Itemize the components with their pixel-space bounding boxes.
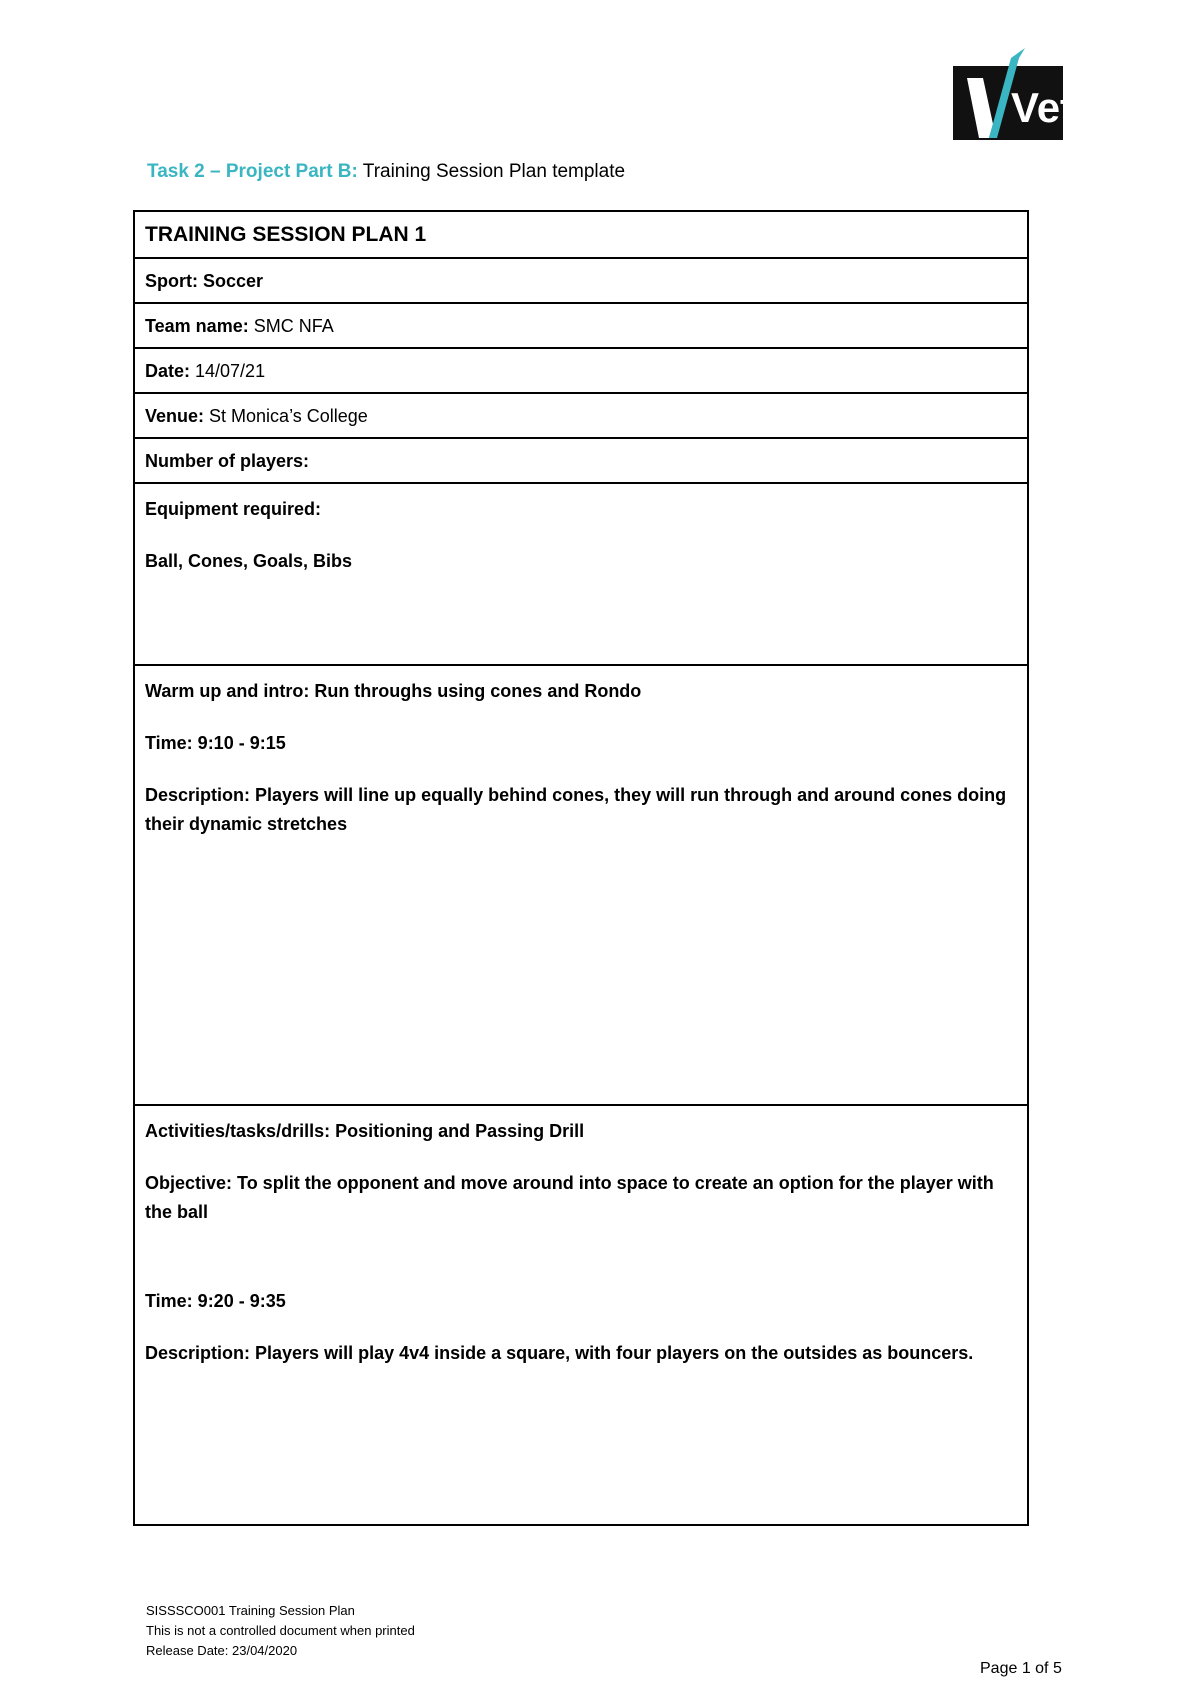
task-title: Training Session Plan template — [357, 161, 626, 182]
activities-description: Description: Players will play 4v4 inside a square, with four players on the outsides as bouncers. — [145, 1343, 974, 1363]
warmup-time: Time: 9:10 - 9:15 — [145, 733, 286, 753]
sport-label: Sport: — [145, 270, 198, 291]
venue-value: St Monica’s College — [209, 405, 368, 426]
plan-title: TRAINING SESSION PLAN 1 — [135, 212, 1027, 259]
activities-row — [135, 1106, 1027, 1524]
players-label: Number of players: — [145, 450, 310, 471]
players-row — [135, 439, 1027, 484]
date-value: 14/07/21 — [195, 360, 266, 381]
team-row — [135, 304, 1027, 349]
activities-objective: Objective: To split the opponent and move around into space to create an option for the player with the ball — [145, 1173, 994, 1222]
equipment-value: Ball, Cones, Goals, Bibs — [145, 551, 353, 571]
venue-label: Venue: — [145, 405, 205, 426]
date-label: Date: — [145, 360, 191, 381]
activities-time: Time: 9:20 - 9:35 — [145, 1291, 286, 1311]
footer-doc-code: SISSSCO001 Training Session Plan — [146, 1603, 355, 1618]
warmup-row — [135, 666, 1027, 1106]
team-value: SMC NFA — [253, 315, 334, 336]
warmup-description: Description: Players will line up equally behind cones, they will run through and around cones doing their dynamic stretches — [145, 785, 1007, 834]
sport-value: Soccer — [203, 270, 264, 291]
team-label: Team name: — [145, 315, 249, 336]
date-row — [135, 349, 1027, 394]
sport-row — [135, 259, 1027, 304]
ivet-logo — [953, 48, 1075, 142]
page-number: Page 1 of 5 — [980, 1660, 1062, 1677]
equipment-label: Equipment required: — [145, 499, 322, 519]
task-heading — [147, 160, 625, 184]
logo-text: Vet — [1011, 84, 1075, 131]
activities-intro: Activities/tasks/drills: Positioning and Passing Drill — [145, 1121, 585, 1141]
footer-release-date: Release Date: 23/04/2020 — [146, 1643, 298, 1658]
equipment-row — [135, 484, 1027, 666]
warmup-intro: Warm up and intro: Run throughs using cones and Rondo — [145, 681, 642, 701]
task-label: Task 2 – Project Part B: — [147, 161, 358, 182]
session-plan-table — [133, 210, 1029, 1526]
venue-row — [135, 394, 1027, 439]
footer-disclaimer: This is not a controlled document when printed — [146, 1623, 415, 1638]
document-footer — [146, 1601, 415, 1661]
